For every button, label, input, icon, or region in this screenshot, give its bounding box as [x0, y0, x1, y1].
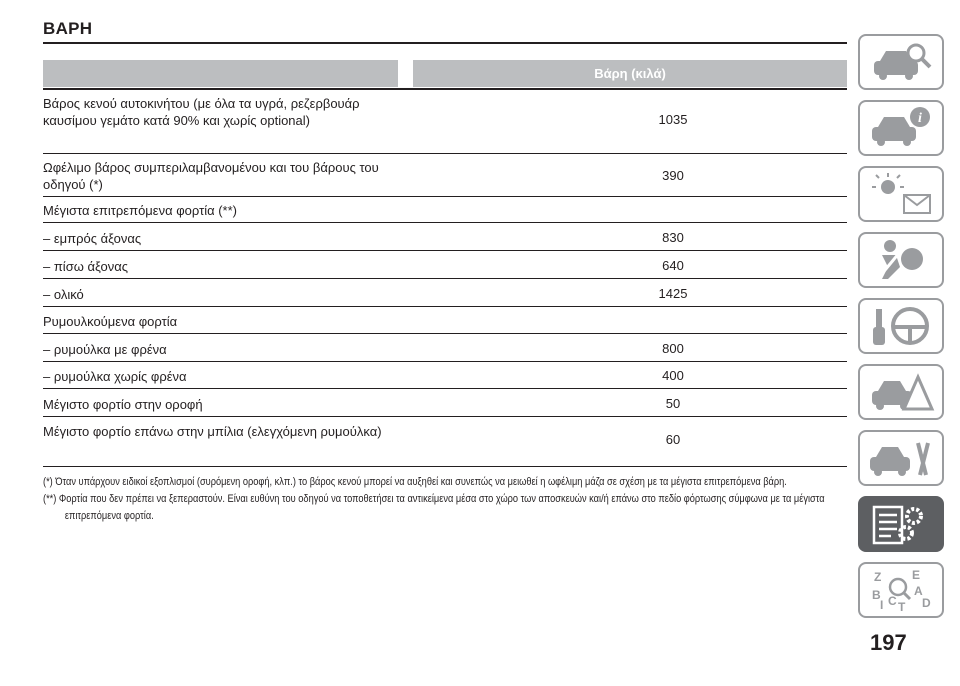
row-value: 60: [665, 432, 681, 447]
row-value: 400: [662, 368, 684, 383]
row-label: Μέγιστο φορτίο στην οροφή: [43, 397, 203, 412]
tab-safety[interactable]: [858, 232, 944, 288]
alphabetical-index-icon: [866, 567, 936, 613]
row-label: Μέγιστο φορτίο επάνω στην μπίλια (ελεγχόμενη ρυμούλκα): [43, 424, 382, 439]
row-value: 390: [662, 168, 684, 183]
warning-light-message-icon: [866, 171, 936, 217]
row-label: – ολικό: [43, 287, 84, 302]
row-divider: [43, 333, 847, 334]
row-label: Βάρος κενού αυτοκινήτου (με όλα τα υγρά, ρεζερβουάρ καυσίμου γεμάτο κατά 90% και χωρίς optional): [43, 96, 360, 128]
svg-text:C: C: [888, 594, 897, 608]
row-divider: [43, 466, 847, 467]
table-header-weights: Βάρη (κιλά): [413, 60, 847, 87]
footnote-2: (**) Φορτία που δεν πρέπει να ξεπεραστούν. Είναι ευθύνη του οδηγού να τοποθετήσει τα αντικείμενα μέσα στο χώρο των αποσκευών και/ή επάνω στο πεδίο φόρτωσης σύμφωνα με τα μέγιστα επιτρεπόμενα φορτία.: [43, 493, 825, 522]
row-value: 830: [662, 230, 684, 245]
tab-maintenance[interactable]: [858, 430, 944, 486]
tab-car-search[interactable]: [858, 34, 944, 90]
table-header-divider: [43, 88, 847, 90]
svg-text:B: B: [872, 588, 881, 602]
tab-technical-data[interactable]: [858, 496, 944, 552]
passenger-airbag-icon: [866, 237, 936, 283]
row-label: Μέγιστα επιτρεπόμενα φορτία (**): [43, 203, 238, 218]
row-divider: [43, 250, 847, 251]
row-label: – εμπρός άξονας: [43, 231, 142, 246]
svg-text:i: i: [918, 111, 922, 126]
car-maintenance-icon: [866, 435, 936, 481]
technical-data-icon: [866, 501, 936, 547]
car-search-icon: [866, 39, 936, 85]
row-value: 50: [665, 396, 681, 411]
row-label: – ρυμούλκα με φρένα: [43, 342, 167, 357]
svg-text:D: D: [922, 596, 931, 610]
row-divider: [43, 222, 847, 223]
table-header-left: [43, 60, 398, 87]
row-label: Ωφέλιμο βάρος συμπεριλαμβανομένου και του βάρους του οδηγού (*): [43, 160, 379, 192]
row-label: – πίσω άξονας: [43, 259, 128, 274]
svg-text:E: E: [912, 568, 921, 582]
row-label: – ρυμούλκα χωρίς φρένα: [43, 369, 187, 384]
row-divider: [43, 278, 847, 279]
svg-text:A: A: [914, 584, 923, 598]
car-emergency-icon: [866, 369, 936, 415]
row-label: Ρυμουλκούμενα φορτία: [43, 314, 178, 329]
row-divider: [43, 388, 847, 389]
svg-text:T: T: [898, 600, 906, 613]
steering-wheel-key-icon: [866, 303, 936, 349]
tab-warning-lights[interactable]: [858, 166, 944, 222]
svg-text:Z: Z: [874, 570, 882, 584]
page-number: 197: [870, 630, 907, 655]
tab-index[interactable]: [858, 562, 944, 618]
car-info-icon: [866, 105, 936, 151]
tab-starting-driving[interactable]: [858, 298, 944, 354]
title-divider: [43, 42, 847, 44]
row-value: 640: [662, 258, 684, 273]
footnotes: [43, 474, 841, 525]
tab-emergency[interactable]: [858, 364, 944, 420]
row-divider: [43, 196, 847, 197]
footnote-1: (*) Όταν υπάρχουν ειδικοί εξοπλισμοί (συρόμενη οροφή, κλπ.) το βάρος κενού μπορεί να αυξηθεί και συνεπώς να μειωθεί η ωφέλιμη μάζα σε σχέση με τα μέγιστα επιτρεπόμενα βάρη.: [43, 476, 787, 488]
svg-text:I: I: [880, 598, 884, 612]
row-divider: [43, 416, 847, 417]
row-divider: [43, 306, 847, 307]
row-value: 1035: [658, 112, 688, 127]
page-title: ΒΑΡΗ: [43, 19, 93, 38]
row-value: 800: [662, 341, 684, 356]
tab-car-info[interactable]: [858, 100, 944, 156]
row-divider: [43, 153, 847, 154]
row-value: 1425: [658, 286, 688, 301]
row-divider: [43, 361, 847, 362]
